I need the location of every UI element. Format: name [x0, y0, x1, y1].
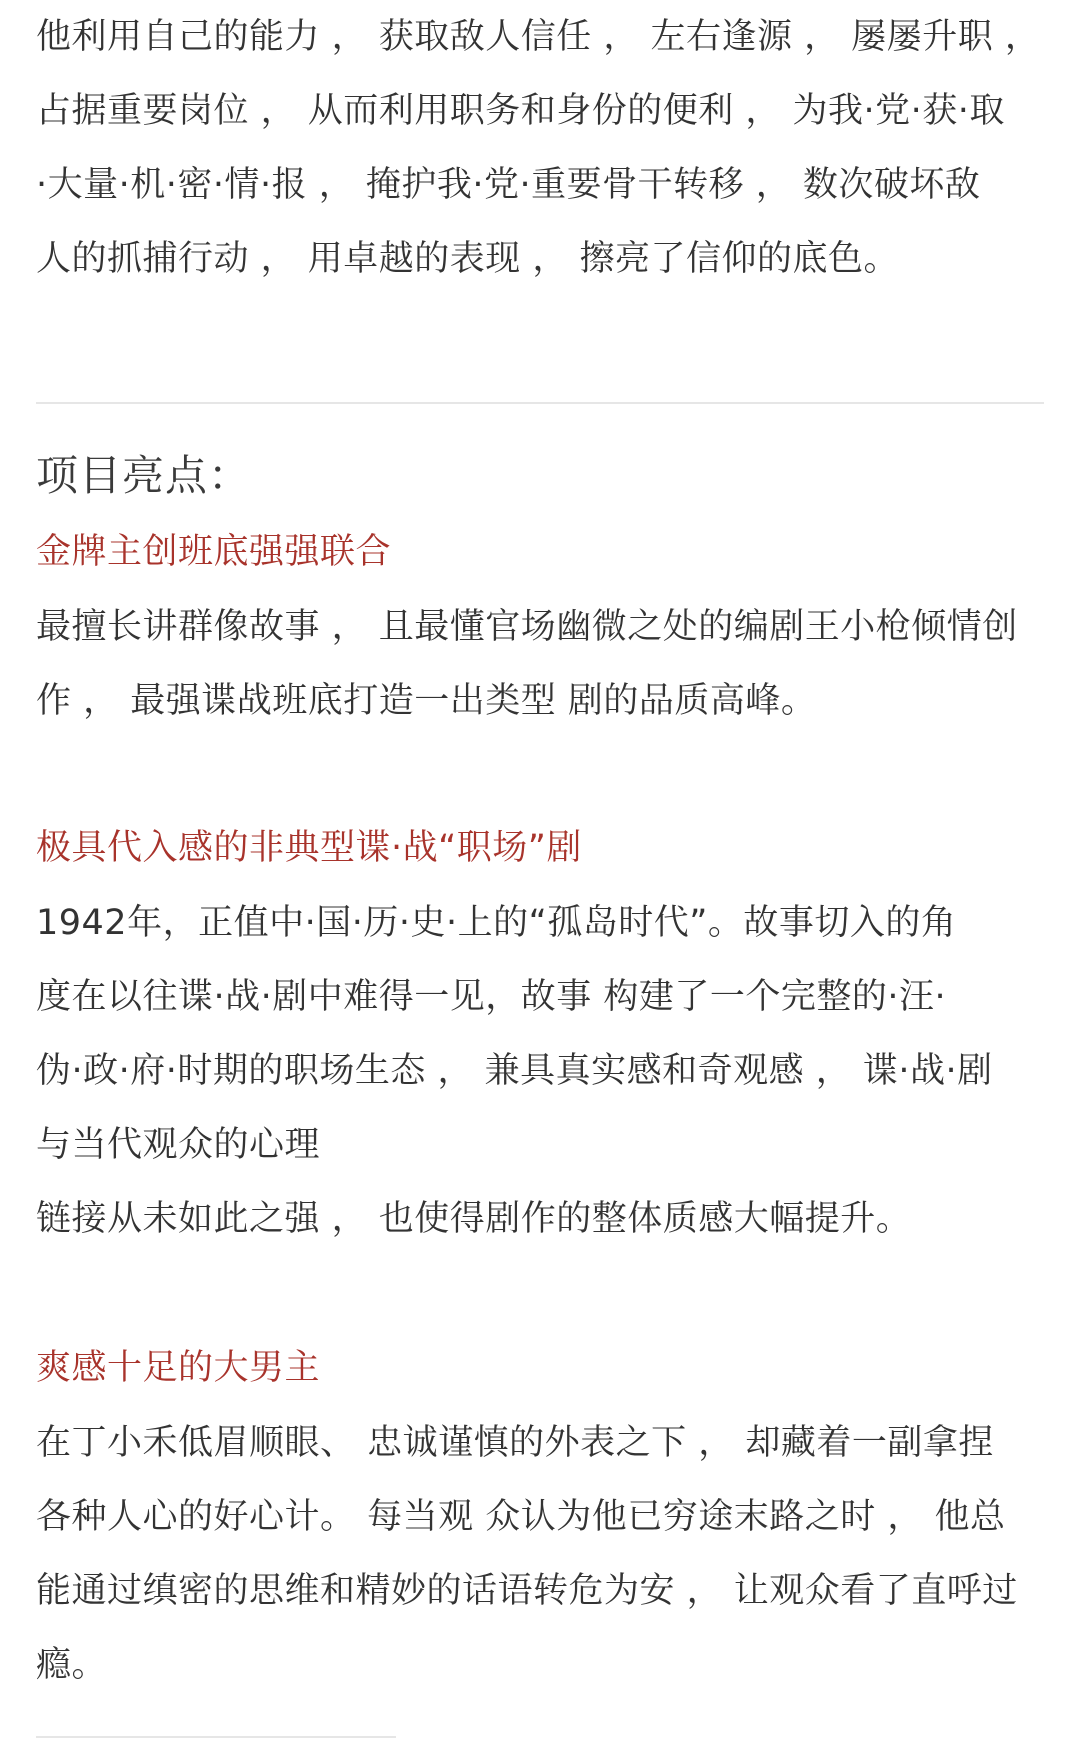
body-line: 链接从未如此之强 ， 也使得剧作的整体质感大幅提升。 [36, 1199, 912, 1239]
body-line: 瘾。 [36, 1645, 108, 1685]
highlight-title-male-lead: 爽感十足的大男主 [36, 1348, 321, 1388]
body-line: 各种人心的好心计。 每当观 众认为他已穷途末路之时 ， 他总 [36, 1497, 1006, 1537]
body-line: 作 ， 最强谍战班底打造一出类型 剧的品质高峰。 [36, 681, 817, 721]
section-divider [36, 402, 1044, 404]
body-line: 与当代观众的心理 [36, 1125, 321, 1165]
body-line: 度在以往谍·战·剧中难得一见，故事 构建了一个完整的·汪· [36, 977, 947, 1017]
intro-paragraph [36, 0, 1046, 296]
highlight-title-creative-team: 金牌主创班底强强联合 [36, 532, 392, 572]
body-line: 1942年，正值中·国·历·史·上的“孤岛时代”。故事切入的角 [36, 903, 957, 943]
intro-line: 他利用自己的能力 ， 获取敌人信任 ， 左右逢源 ， 屡屡升职 ， [36, 17, 1041, 57]
highlight-title-workplace-drama: 极具代入感的非典型谍·战“职场”剧 [36, 828, 582, 868]
intro-line: 占据重要岗位 ， 从而利用职务和身份的便利 ， 为我·党·获·取 [36, 91, 1005, 131]
highlights-heading: 项目亮点： [36, 451, 252, 500]
body-line: 最擅长讲群像故事 ， 且最懂官场幽微之处的编剧王小枪倾情创 [36, 607, 1018, 647]
body-line: 伪·政·府·时期的职场生态 ， 兼具真实感和奇观感 ， 谍·战·剧 [36, 1051, 993, 1091]
highlight-body-male-lead [36, 1406, 1046, 1702]
highlight-body-creative-team [36, 590, 1046, 738]
intro-line: 人的抓捕行动 ， 用卓越的表现 ， 擦亮了信仰的底色。 [36, 239, 900, 279]
highlight-body-workplace-drama [36, 886, 1046, 1256]
body-line: 在丁小禾低眉顺眼、 忠诚谨慎的外表之下 ， 却藏着一副拿捏 [36, 1423, 994, 1463]
intro-line: ·大量·机·密·情·报 ， 掩护我·党·重要骨干转移 ， 数次破坏敌 [36, 165, 981, 205]
body-line: 能通过缜密的思维和精妙的话语转危为安 ， 让观众看了直呼过 [36, 1571, 1018, 1611]
bottom-divider [36, 1736, 396, 1738]
